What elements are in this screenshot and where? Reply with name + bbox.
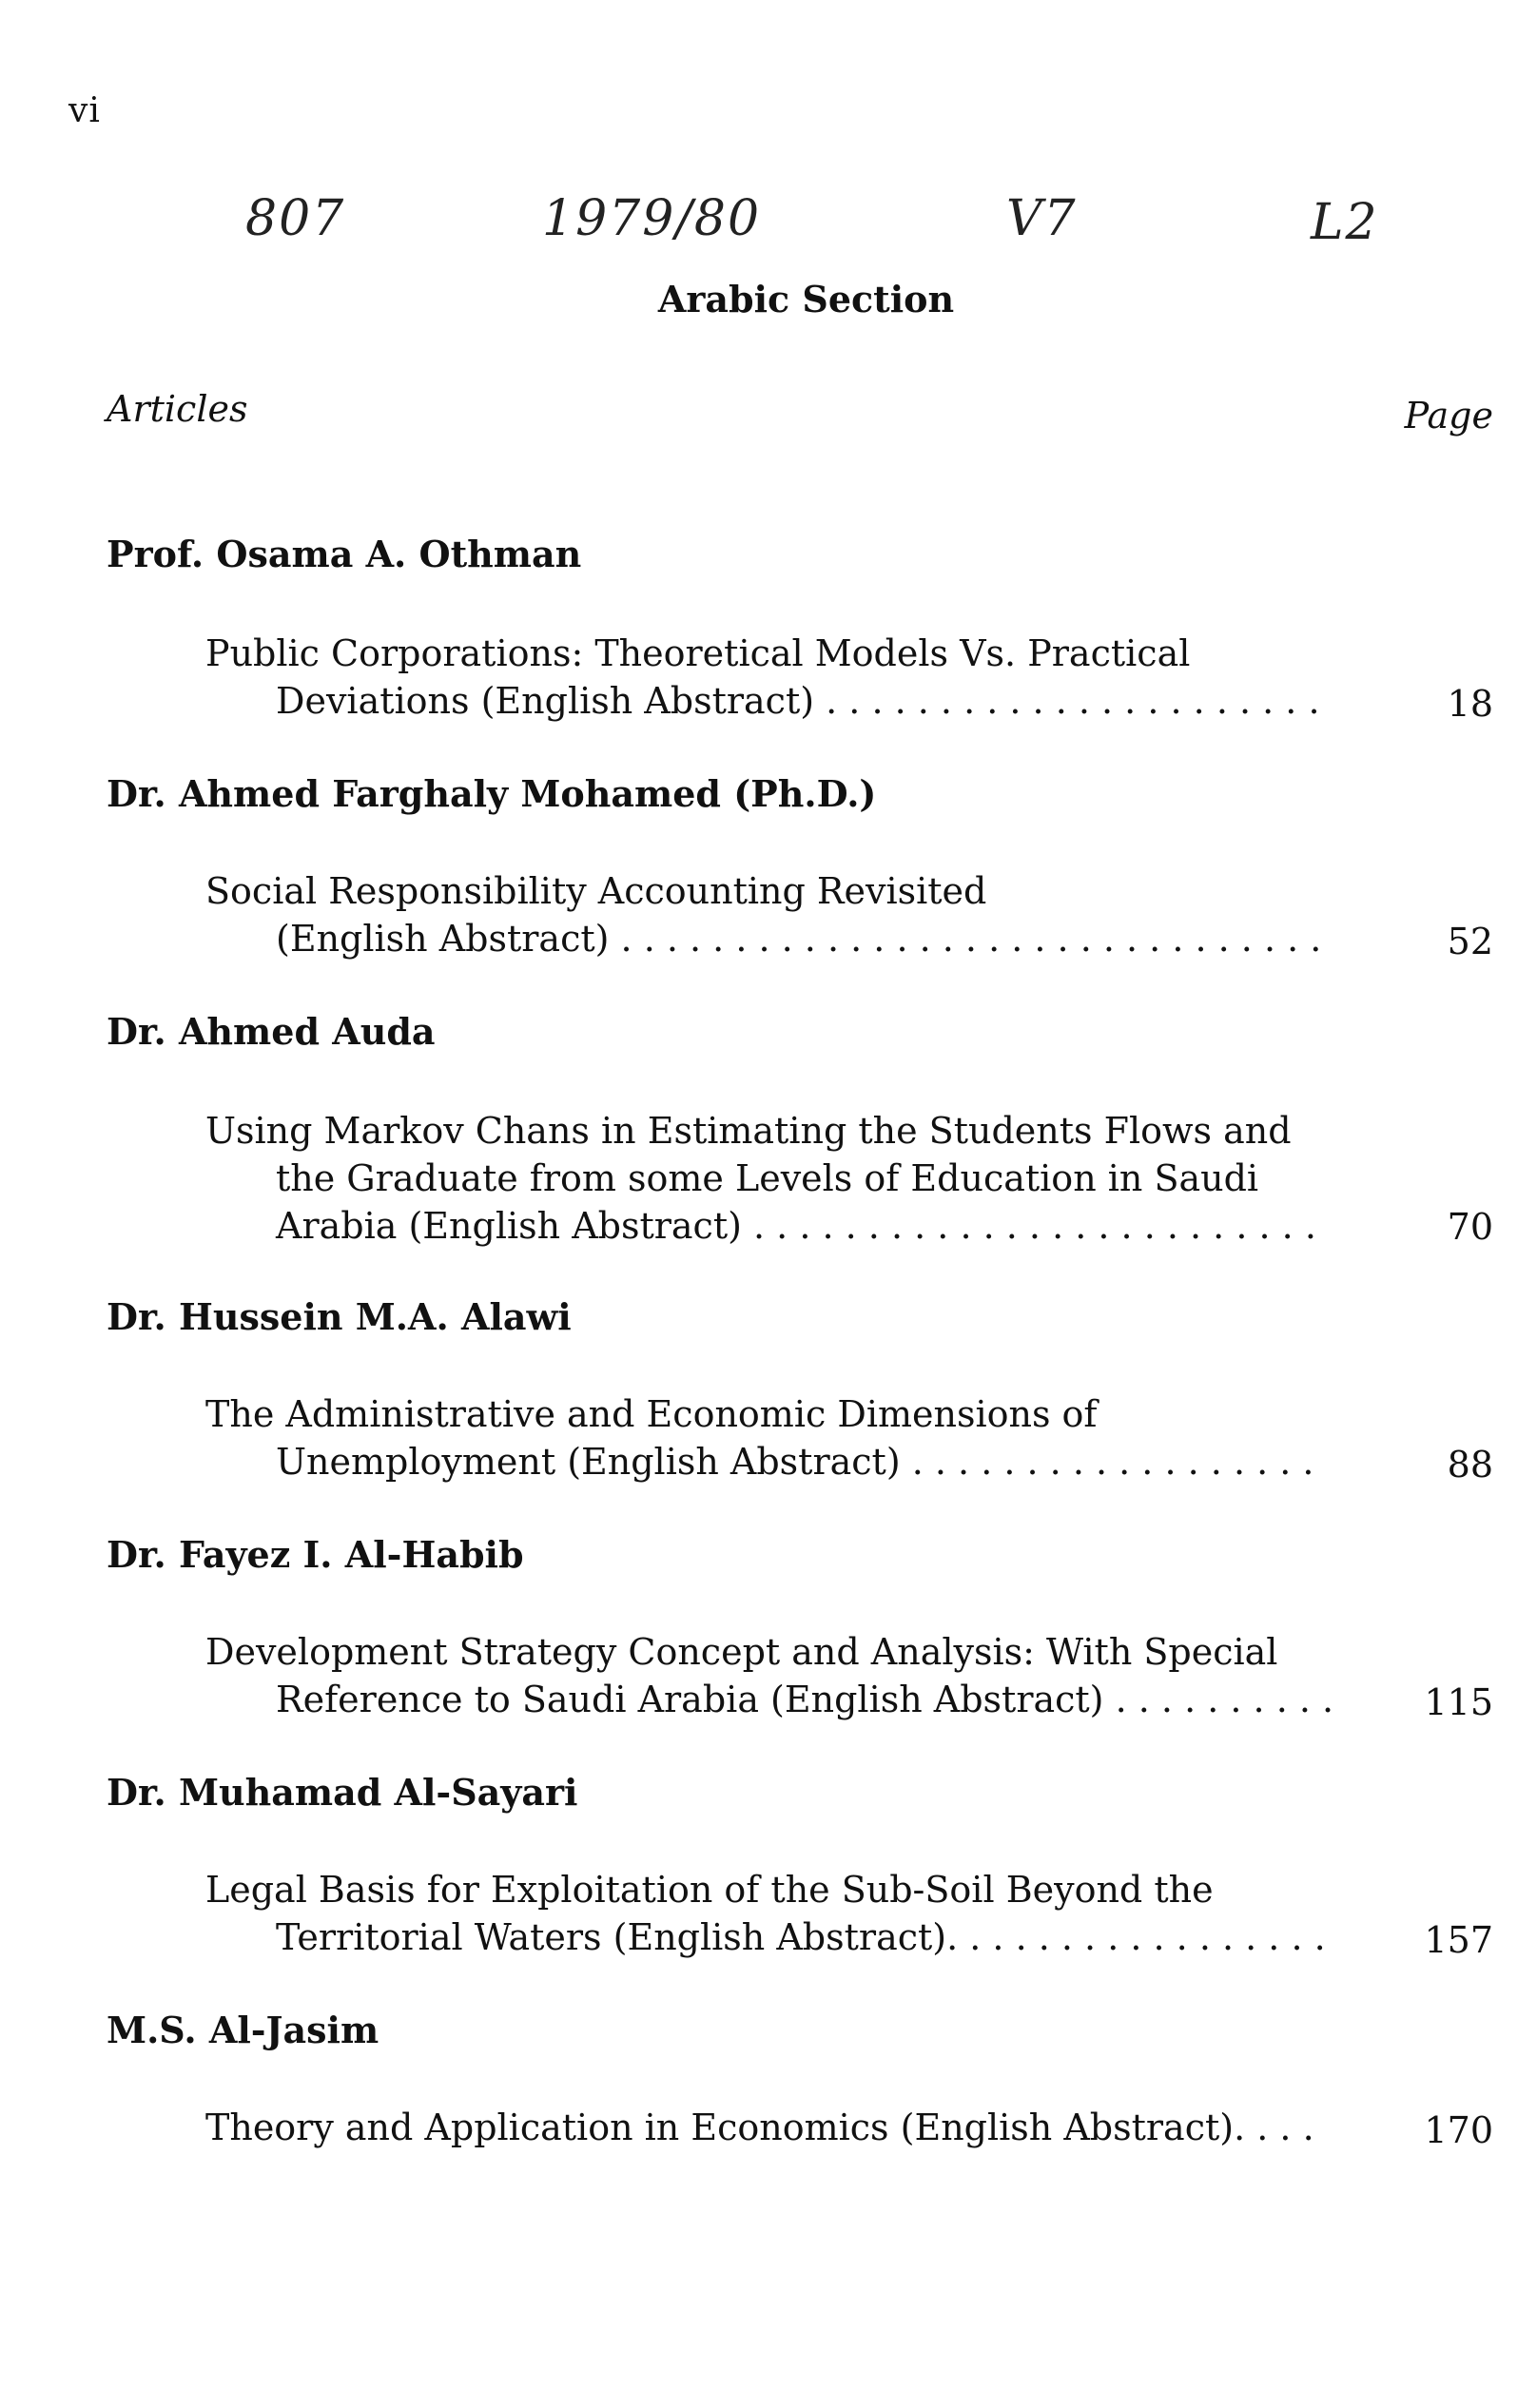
page-reference: 18 xyxy=(1447,683,1493,725)
title-line: Theory and Application in Economics (English Abstract). . . . xyxy=(205,2107,1314,2148)
handwritten-mark-4: L2 xyxy=(1311,194,1379,251)
article-title xyxy=(205,1390,1347,1486)
page-reference: 70 xyxy=(1447,1206,1493,1248)
handwritten-mark-2: 1979/80 xyxy=(542,190,762,247)
title-line: Legal Basis for Exploitation of the Sub-Soil Beyond the xyxy=(205,1869,1214,1911)
article-title xyxy=(205,867,1347,962)
article-title xyxy=(205,2104,1347,2151)
page-number: vi xyxy=(68,91,101,130)
title-line: Reference to Saudi Arabia (English Abstract) . . . . . . . . . . xyxy=(276,1679,1334,1720)
section-title: Arabic Section xyxy=(657,278,955,320)
page-reference: 157 xyxy=(1424,1919,1493,1961)
title-line: Social Responsibility Accounting Revisited xyxy=(205,870,987,912)
author-name: Dr. Ahmed Farghaly Mohamed (Ph.D.) xyxy=(107,772,877,815)
page-reference: 170 xyxy=(1424,2109,1493,2151)
article-title xyxy=(205,1107,1347,1250)
title-line: Using Markov Chans in Estimating the Students Flows and xyxy=(205,1110,1292,1152)
author-name: Dr. Fayez I. Al-Habib xyxy=(107,1533,524,1576)
article-title xyxy=(205,1866,1347,1961)
article-title xyxy=(205,1628,1347,1723)
handwritten-mark-3: V7 xyxy=(1006,190,1078,247)
title-line: Development Strategy Concept and Analysis: With Special xyxy=(205,1631,1278,1673)
title-line: the Graduate from some Levels of Education in Saudi xyxy=(276,1157,1259,1199)
title-line: Public Corporations: Theoretical Models Vs. Practical xyxy=(205,632,1191,674)
title-line: Arabia (English Abstract) . . . . . . . . . . . . . . . . . . . . . . . . . xyxy=(276,1205,1316,1247)
article-title xyxy=(205,630,1347,725)
author-name: Prof. Osama A. Othman xyxy=(107,533,582,575)
title-line: Unemployment (English Abstract) . . . . . . . . . . . . . . . . . . xyxy=(276,1441,1314,1483)
page-reference: 88 xyxy=(1447,1444,1493,1486)
page-column-label: Page xyxy=(1404,395,1493,437)
author-name: Dr. Muhamad Al-Sayari xyxy=(107,1771,578,1814)
author-name: Dr. Ahmed Auda xyxy=(107,1010,436,1053)
title-line: The Administrative and Economic Dimensions of xyxy=(205,1393,1098,1435)
page-reference: 115 xyxy=(1424,1681,1493,1723)
page-reference: 52 xyxy=(1447,921,1493,962)
handwritten-mark-1: 807 xyxy=(245,190,346,247)
author-name: M.S. Al-Jasim xyxy=(107,2009,379,2051)
title-line: Deviations (English Abstract) . . . . . . . . . . . . . . . . . . . . . . xyxy=(276,680,1320,722)
title-line: (English Abstract) . . . . . . . . . . . . . . . . . . . . . . . . . . . . . . . xyxy=(276,918,1322,960)
articles-column-label: Articles xyxy=(107,388,248,430)
author-name: Dr. Hussein M.A. Alawi xyxy=(107,1295,572,1338)
handwritten-annotations xyxy=(0,181,1537,285)
title-line: Territorial Waters (English Abstract). . . . . . . . . . . . . . . . . xyxy=(276,1916,1326,1958)
